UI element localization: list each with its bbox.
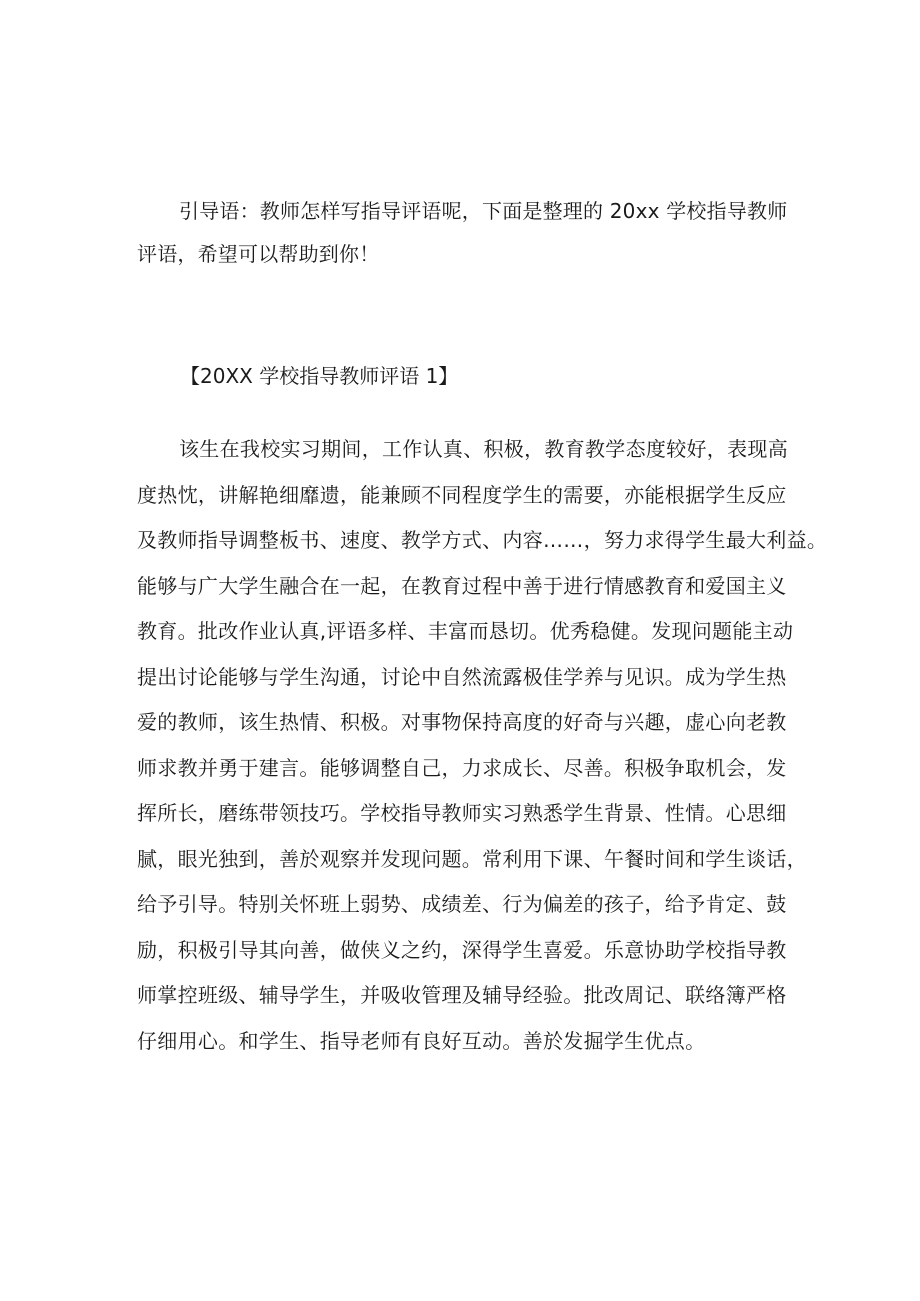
paragraph-line: 提出讨论能够与学生沟通，讨论中自然流露极佳学养与见识。成为学生热 <box>137 664 787 689</box>
intro-paragraph <box>137 190 797 276</box>
paragraph-line: 该生在我校实习期间，工作认真、积极，教育教学态度较好，表现高 <box>179 437 788 461</box>
section-heading: 【20XX 学校指导教师评语 1】 <box>180 364 459 388</box>
paragraph-line: 励，积极引导其向善，做侠义之约，深得学生喜爱。乐意协助学校指导教 <box>137 937 787 962</box>
paragraph-line: 给予引导。特别关怀班上弱势、成绩差、行为偏差的孩子，给予肯定、鼓 <box>137 892 787 916</box>
intro-line-2: 评语，希望可以帮助到你！ <box>137 242 380 266</box>
evaluation-paragraph <box>137 427 828 1064</box>
intro-line-1: 引导语：教师怎样写指导评语呢，下面是整理的 20xx 学校指导教师 <box>179 199 788 223</box>
paragraph-line: 度热忱，讲解艳细靡遗，能兼顾不同程度学生的需要，亦能根据学生反应 <box>137 482 787 507</box>
paragraph-line: 挥所长，磨练带领技巧。学校指导教师实习熟悉学生背景、性情。心思细 <box>137 801 787 825</box>
paragraph-line: 仔细用心。和学生、指导老师有良好互动。善於发掘学生优点。 <box>137 1028 706 1053</box>
paragraph-line: 能够与广大学生融合在一起，在教育过程中善于进行情感教育和爱国主义 <box>137 573 787 598</box>
paragraph-line: 腻，眼光独到，善於观察并发现问题。常利用下课、午餐时间和学生谈话， <box>137 846 807 871</box>
paragraph-line: 教育。批改作业认真,评语多样、丰富而恳切。优秀稳健。发现问题能主动 <box>137 619 794 643</box>
paragraph-line: 师求教并勇于建言。能够调整自己，力求成长、尽善。积极争取机会，发 <box>137 755 787 780</box>
paragraph-line: 及教师指导调整板书、速度、教学方式、内容……，努力求得学生最大利益。 <box>137 528 828 552</box>
paragraph-line: 爱的教师，该生热情、积极。对事物保持高度的好奇与兴趣，虚心向老教 <box>137 710 787 734</box>
paragraph-line: 师掌控班级、辅导学生，并吸收管理及辅导经验。批改周记、联络簿严格 <box>137 983 787 1007</box>
